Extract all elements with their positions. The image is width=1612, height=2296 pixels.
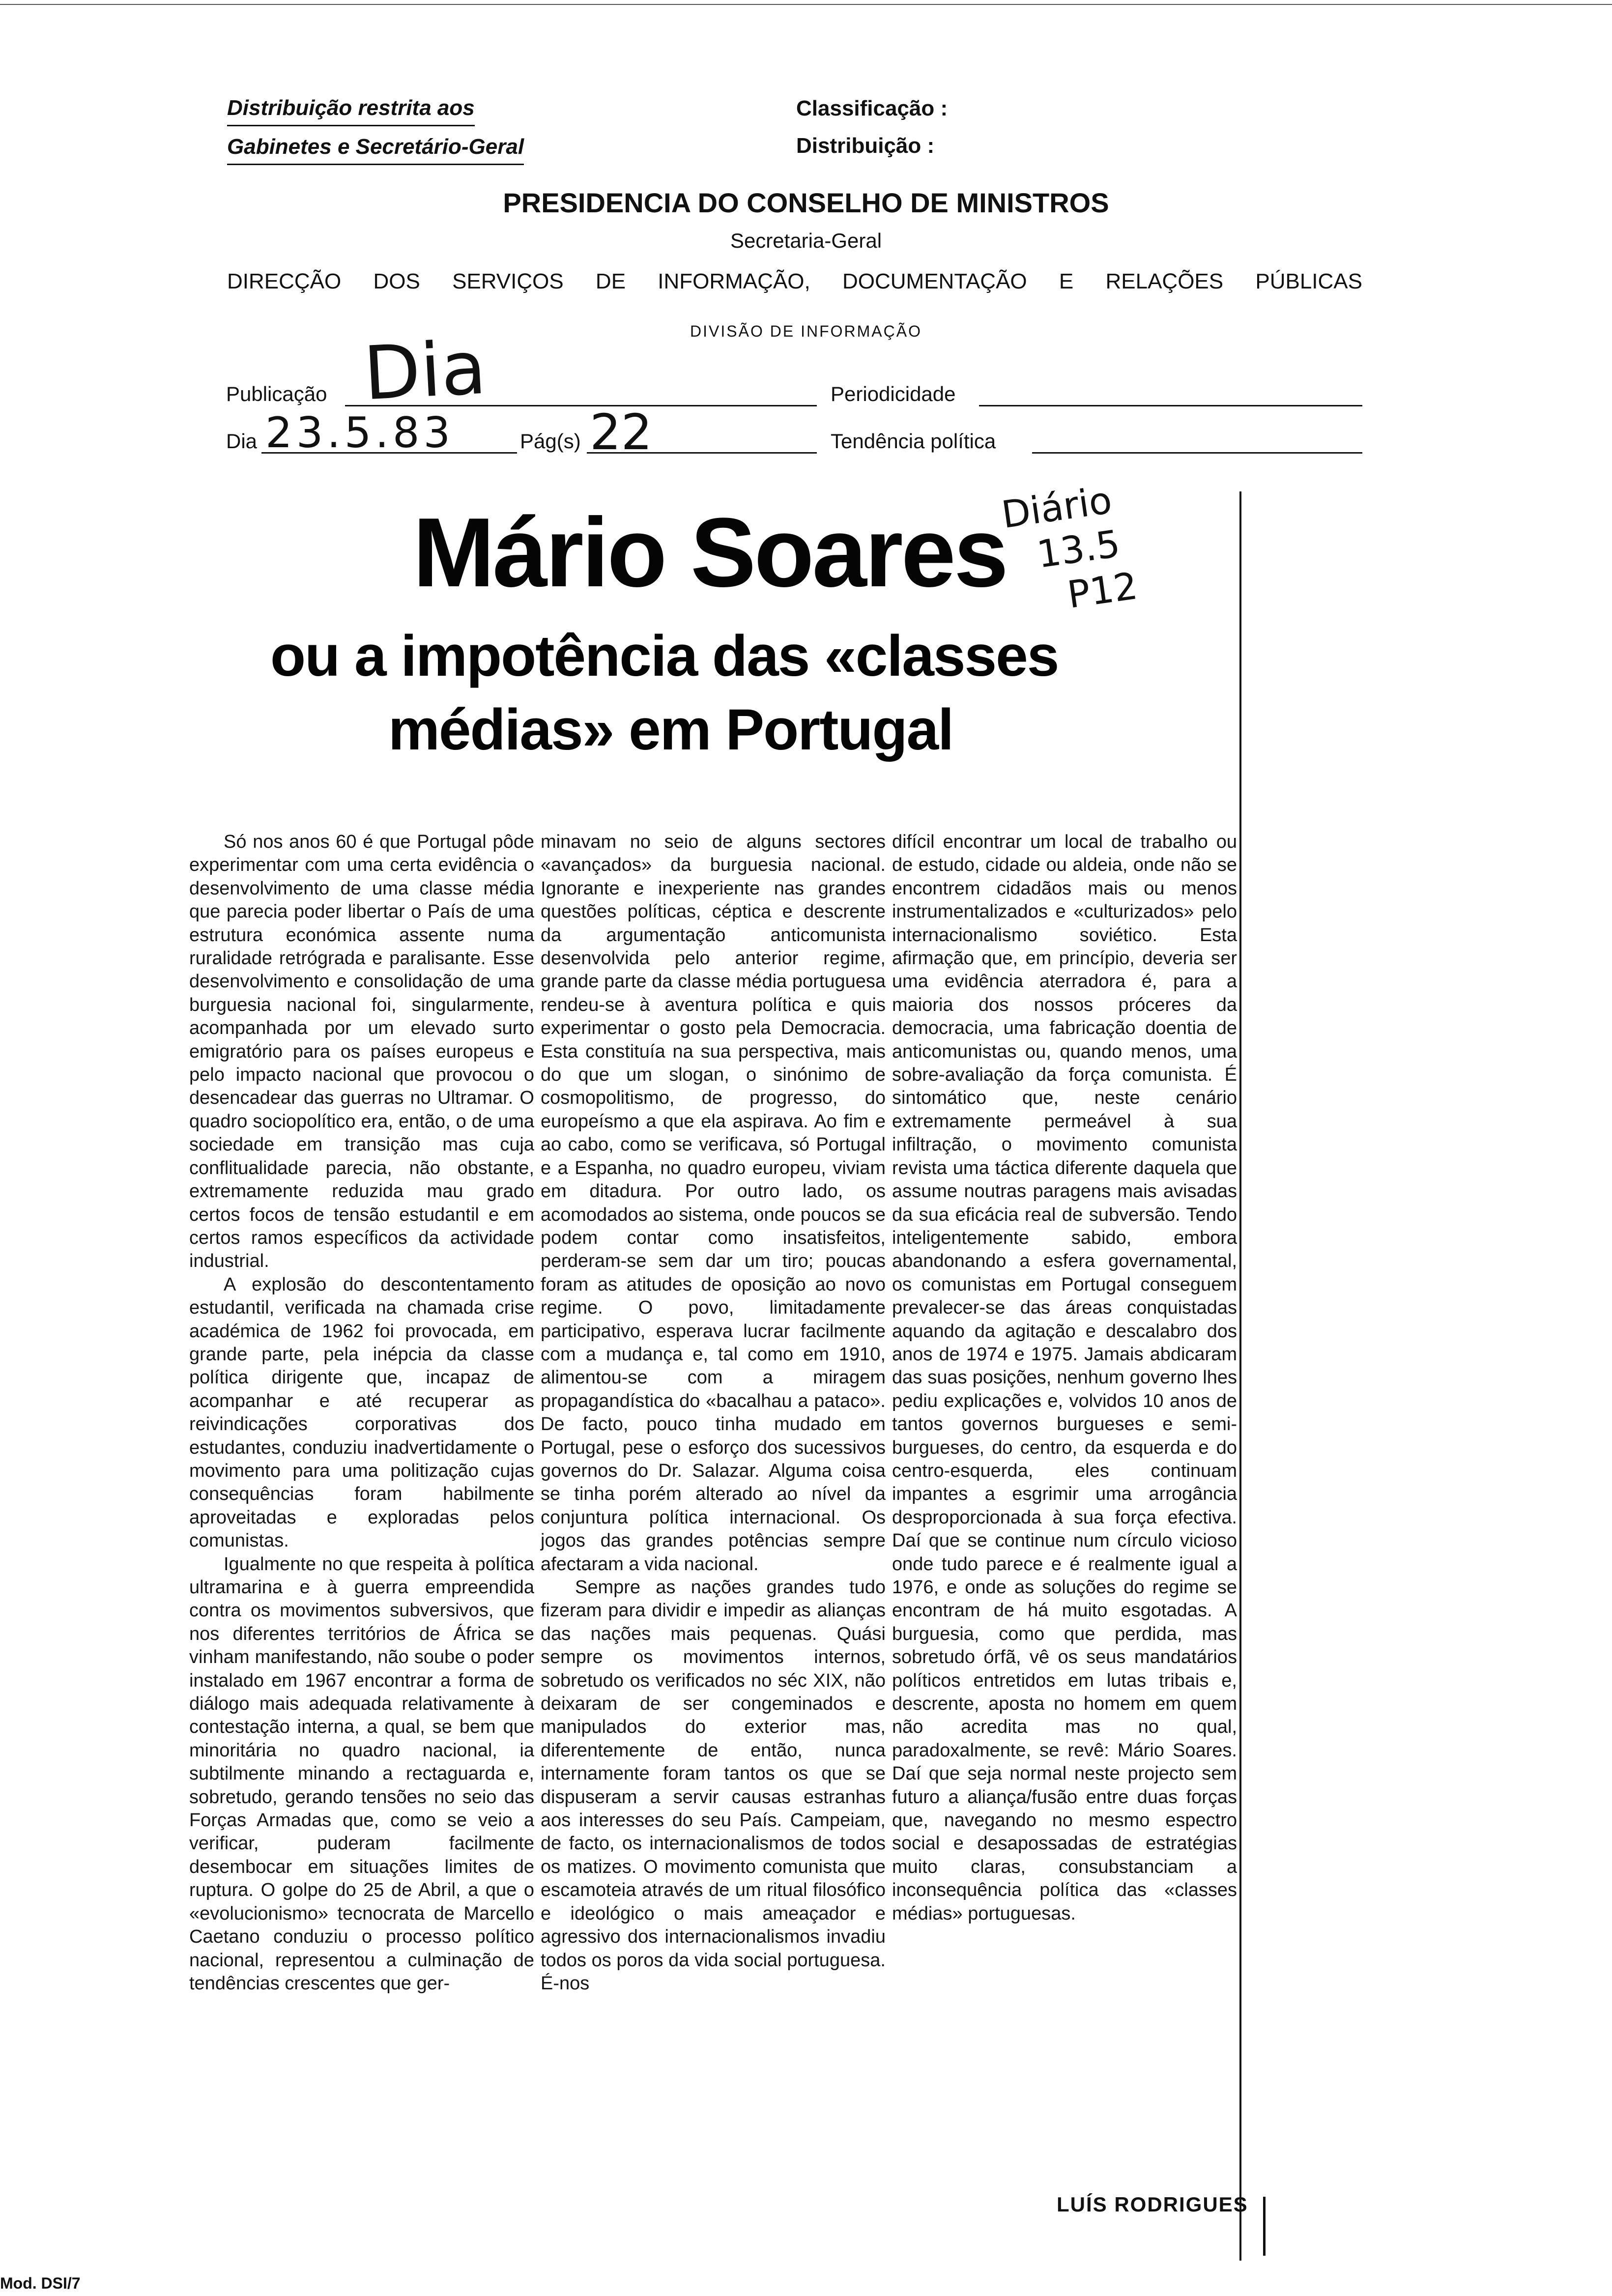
- handwritten-publication: Dia: [361, 325, 489, 417]
- division: DIVISÃO DE INFORMAÇÃO: [690, 322, 922, 340]
- column-1-paragraph: Só nos anos 60 é que Portugal pôde experimentar com uma certa evidência o desenvolvimento de uma classe média que parecia poder libertar o País de uma estrutura económica assente numa ruralidade retrógrada e paralisante. Esse desenvolvimento e consolidação de uma burguesia nacional foi, singularmente, acompanhada por um elevado surto emigratório para os países europeus e pelo impacto nacional que provocou o desencadear das guerras no Ultramar. O quadro sociopolítico era, então, o de uma sociedade em transição mas cuja conflitualidade parecia, não obstante, extremamente reduzida mau grado certos focos de tensão estudantil e em certos ramos específicos da actividade industrial.: [189, 832, 534, 1272]
- margin-note: [999, 476, 1140, 625]
- periodicity-field-line: [979, 405, 1362, 406]
- periodicity-label: Periodicidade: [831, 382, 956, 405]
- margin-note-line2: 13.5: [1034, 521, 1123, 576]
- distribution-note: [227, 93, 524, 165]
- article-subtitle-line2: médias» em Portugal: [388, 697, 953, 762]
- author-byline: LUÍS RODRIGUES: [1057, 2193, 1248, 2216]
- margin-note-line1: Diário: [999, 478, 1115, 537]
- tendency-label: Tendência política: [831, 430, 996, 453]
- handwritten-pages: 22: [590, 403, 653, 461]
- classification-label: Classificação :: [796, 96, 948, 120]
- pages-label: Pág(s): [520, 430, 581, 453]
- article-column-1: [189, 831, 534, 1995]
- distribution-label: Distribuição :: [796, 134, 935, 158]
- clipping-edge-right: [1239, 491, 1241, 2261]
- margin-note-line3: P12: [1065, 563, 1140, 617]
- secretariat: Secretaria-Geral: [730, 229, 882, 252]
- org-title: PRESIDENCIA DO CONSELHO DE MINISTROS: [503, 187, 1109, 218]
- day-label: Dia: [226, 430, 258, 453]
- article-column-3: [892, 831, 1237, 1925]
- publication-label: Publicação: [226, 382, 327, 405]
- directorate: DIRECÇÃO DOS SERVIÇOS DE INFORMAÇÃO, DOCUMENTAÇÃO E RELAÇÕES PÚBLICAS: [227, 269, 1362, 293]
- article-column-2: [541, 831, 886, 1995]
- scan-edge: [0, 4, 1612, 5]
- form-code: Mod. DSI/7: [0, 2274, 81, 2292]
- tendency-field-line: [1032, 452, 1362, 454]
- article-title: Mário Soares: [413, 498, 1007, 607]
- clipping-edge-corner: [1263, 2197, 1266, 2256]
- distribution-line1: Distribuição restrita aos: [227, 93, 475, 126]
- column-3-paragraph: difícil encontrar um local de trabalho ou de estudo, cidade ou aldeia, onde não se encontrem cidadãos mais ou menos instrumentalizados e «culturizados» pelo internacionalismo soviético. Esta afirmação que, em princípio, deveria ser uma evidência aterradora é, para a maioria dos nossos próceres da democracia, uma fabricação doentia de anticomunistas ou, quando menos, uma sobre-avaliação da força comunista. É sintomático que, neste cenário extremamente permeável à sua infiltração, o movimento comunista revista uma táctica diferente daquela que assume noutras paragens mais avisadas da sua eficácia real de subversão. Tendo inteligentemente sabido, embora abandonando a esfera governamental, os comunistas em Portugal conseguem prevalecer-se das áreas conquistadas aquando da agitação e descalabro dos anos de 1974 e 1975. Jamais abdicaram das suas posições, nenhum governo lhes pediu explicações e, volvidos 10 anos de tantos governos burgueses e semi-burgueses, do centro, da esquerda e do centro-esquerda, eles continuam impantes a esgrimir uma arrogância desproporcionada à sua força efectiva. Daí que se continue num círculo vicioso onde tudo parece e é realmente igual a 1976, e onde as soluções do regime se encontram de há muito esgotadas. A burguesia, como que perdida, mas sobretudo órfã, vê os seus mandatários políticos entretidos em lutas tribais e, descrente, aposta no homem em quem não acredita mas no qual, paradoxalmente, se revê: Mário Soares. Daí que seja normal neste projecto sem futuro a aliança/fusão entre duas forças que, navegando no mesmo espectro social e desapossadas de estratégias muito claras, consubstanciam a inconsequência política das «classes médias» portuguesas.: [892, 832, 1237, 1924]
- article-subtitle-line1: ou a impotência das «classes: [270, 624, 1059, 689]
- column-2-paragraph: minavam no seio de alguns sectores «avançados» da burguesia nacional. Ignorante e inexperiente nas grandes questões políticas, céptica e descrente da argumentação anticomunista desenvolvida pelo anterior regime, grande parte da classe média portuguesa rendeu-se à aventura política e quis experimentar o gosto pela Democracia. Esta constituía na sua perspectiva, mais do que um slogan, o sinónimo de cosmopolitismo, de progresso, do europeísmo a que ela aspirava. Ao fim e ao cabo, como se verificava, só Portugal e a Espanha, no quadro europeu, viviam em ditadura. Por outro lado, os acomodados ao sistema, onde poucos se podem contar como insatisfeitos, perderam-se sem dar um tiro; poucas foram as atitudes de oposição ao novo regime. O povo, limitadamente participativo, esperava lucrar facilmente com a mudança e, tal como em 1910, alimentou-se com a miragem propagandística do «bacalhau a pataco». De facto, pouco tinha mudado em Portugal, pese o esforço dos sucessivos governos do Dr. Salazar. Alguma coisa se tinha porém alterado ao nível da conjuntura política internacional. Os jogos das grandes potências sempre afectaram a vida nacional.: [541, 832, 886, 1575]
- column-1-paragraph: Igualmente no que respeita à política ultramarina e à guerra empreendida contra os movimentos subversivos, que nos diferentes territórios de África se vinham manifestando, não soube o poder instalado em 1967 encontrar a forma de diálogo mais adequada relativamente à contestação interna, a qual, se bem que minoritária no quadro nacional, ia subtilmente minando a rectaguarda e, sobretudo, gerando tensões no seio das Forças Armadas que, como se veio a verificar, puderam facilmente desembocar em situações limites de ruptura. O golpe do 25 de Abril, a que o «evolucionismo» tecnocrata de Marcello Caetano conduziu o processo político nacional, representou a culminação de tendências crescentes que ger-: [189, 1553, 534, 1994]
- column-1-paragraph: A explosão do descontentamento estudantil, verificada na chamada crise académica de 1962 foi provocada, em grande parte, pela inépcia da classe política dirigente que, incapaz de acompanhar e até recuperar as reivindicações corporativas dos estudantes, conduziu inadvertidamente o movimento para uma politização cujas consequências foram habilmente aproveitadas e exploradas pelos comunistas.: [189, 1274, 534, 1551]
- handwritten-day: 23.5.83: [265, 408, 455, 458]
- distribution-line2: Gabinetes e Secretário-Geral: [227, 132, 524, 165]
- column-2-paragraph: Sempre as nações grandes tudo fizeram para dividir e impedir as alianças das nações mais pequenas. Quási sempre os movimentos internos, sobretudo os verificados no séc XIX, não deixaram de ser congeminados e manipulados do exterior mas, diferentemente de então, nunca internamente foram tantos os que se dispuseram a servir causas estranhas aos interesses do seu País. Campeiam, de facto, os internacionalismos de todos os matizes. O movimento comunista que escamoteia através de um ritual filosófico e ideológico o mais ameaçador e agressivo dos internacionalismos invadiu todos os poros da vida social portuguesa. É-nos: [541, 1577, 886, 1994]
